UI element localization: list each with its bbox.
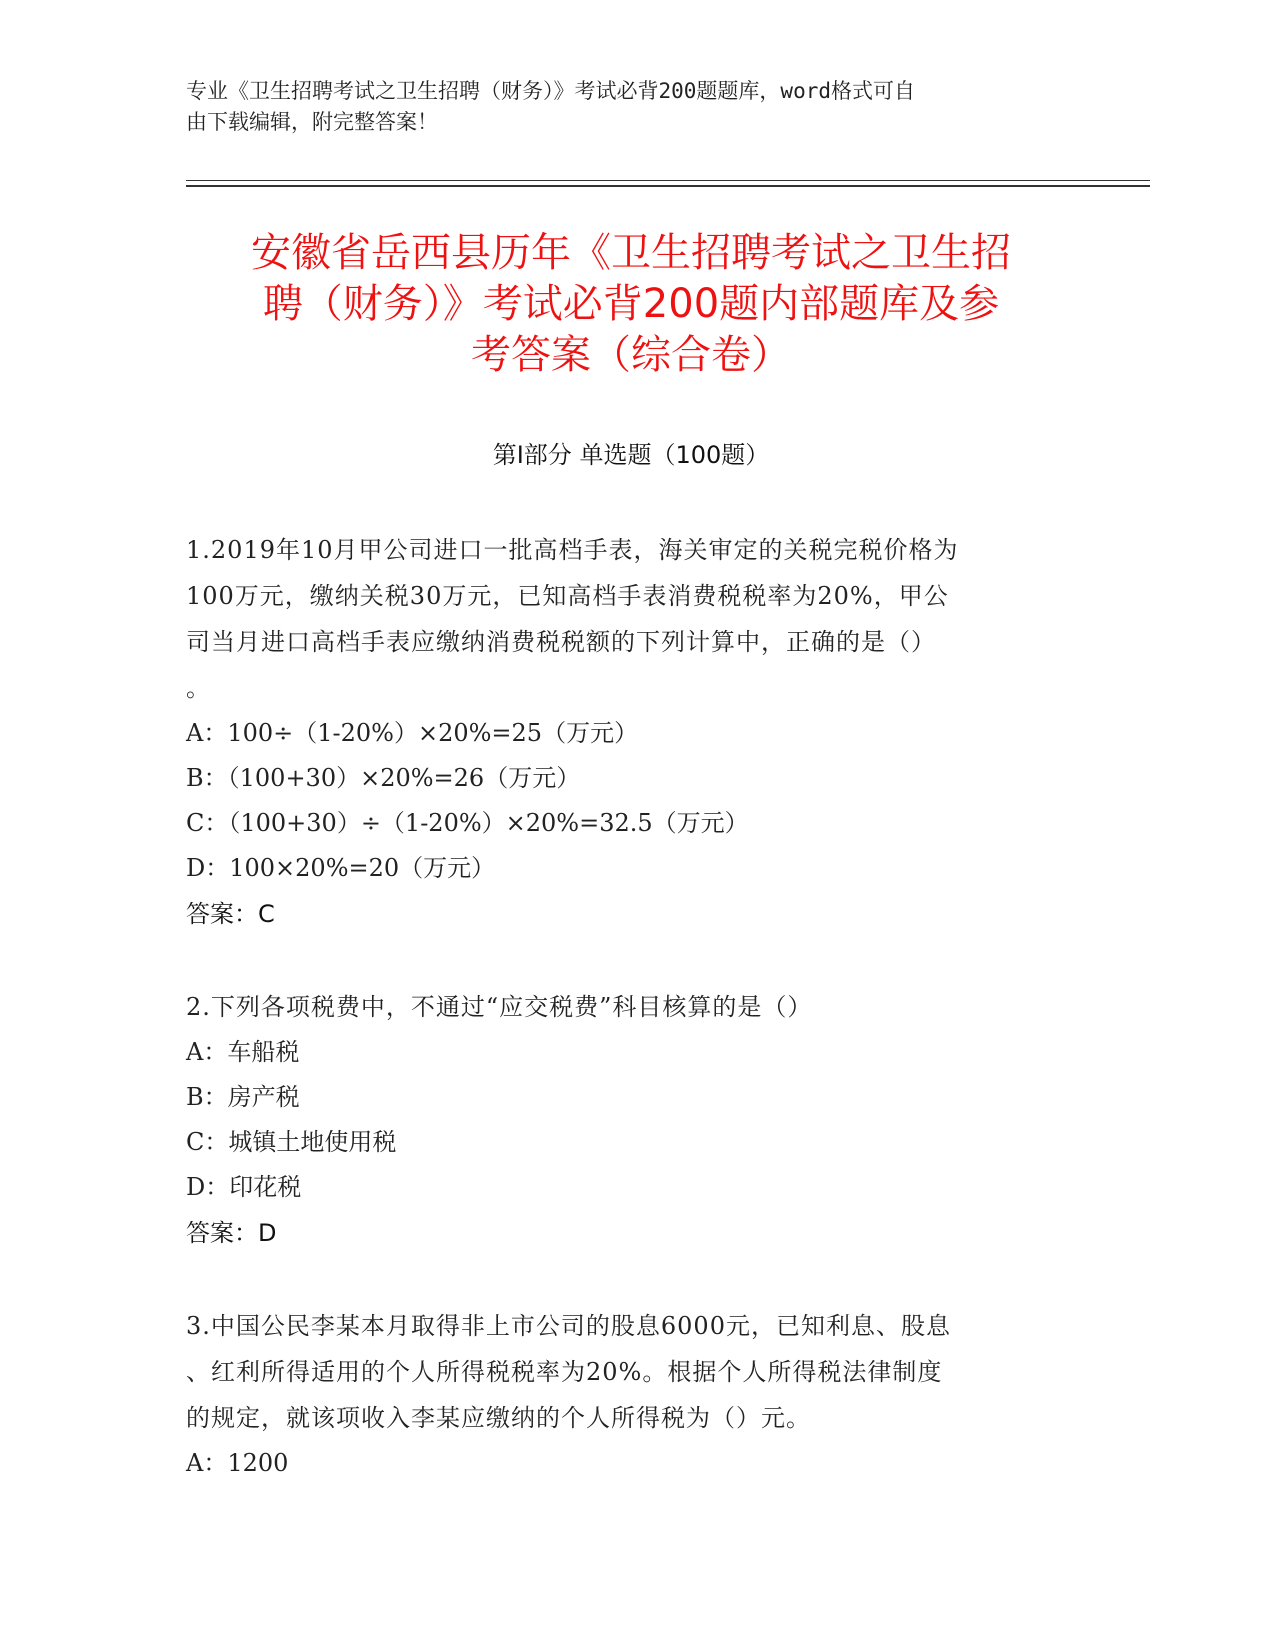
question-stem-line: 司当月进口高档手表应缴纳消费税税额的下列计算中，正确的是（） [186,628,936,656]
answer-label: 答案：D [186,1219,277,1247]
option-a: A：车船税 [186,1038,300,1066]
question-stem-line: 3.中国公民李某本月取得非上市公司的股息6000元，已知利息、股息 [186,1312,951,1340]
question-3 [186,1303,1086,1486]
question-stem-line: 、红利所得适用的个人所得税税率为20%。根据个人所得税法律制度 [186,1358,943,1386]
question-1 [186,527,1086,937]
option-a: A：100÷（1-20%）×20%=25（万元） [186,719,639,747]
question-2 [186,984,1086,1256]
question-stem-line: 100万元，缴纳关税30万元，已知高档手表消费税税率为20%，甲公 [186,582,949,610]
option-c: C：（100+30）÷（1-20%）×20%=32.5（万元） [186,809,749,837]
title-line: 安徽省岳西县历年《卫生招聘考试之卫生招 [251,230,1011,276]
title-line: 考答案（综合卷） [471,332,791,378]
question-list [186,527,1086,1533]
option-d: D：印花税 [186,1173,302,1201]
option-b: B：（100+30）×20%=26（万元） [186,764,581,792]
header-note [186,76,1066,138]
header-note-line: 专业《卫生招聘考试之卫生招聘（财务）》考试必背200题题库，word格式可自 [186,79,915,103]
header-divider-thin [186,180,1150,181]
option-a: A：1200 [186,1449,289,1477]
question-stem-line: 的规定，就该项收入李某应缴纳的个人所得税为（）元。 [186,1404,811,1432]
header-note-line: 由下载编辑，附完整答案！ [186,110,438,134]
header-divider-thick [186,185,1150,187]
title-line: 聘（财务）》考试必背200题内部题库及参 [262,281,1000,327]
answer-label: 答案：C [186,900,275,928]
section-heading: 第Ⅰ部分 单选题（100题） [492,441,770,469]
option-b: B：房产税 [186,1083,300,1111]
option-d: D：100×20%=20（万元） [186,854,496,882]
question-stem-line: 2.下列各项税费中，不通过“应交税费”科目核算的是（） [186,993,813,1021]
option-c: C：城镇土地使用税 [186,1128,397,1156]
question-stem-line: 。 [186,674,211,702]
document-title [186,228,1076,381]
question-stem-line: 1.2019年10月甲公司进口一批高档手表，海关审定的关税完税价格为 [186,536,959,564]
